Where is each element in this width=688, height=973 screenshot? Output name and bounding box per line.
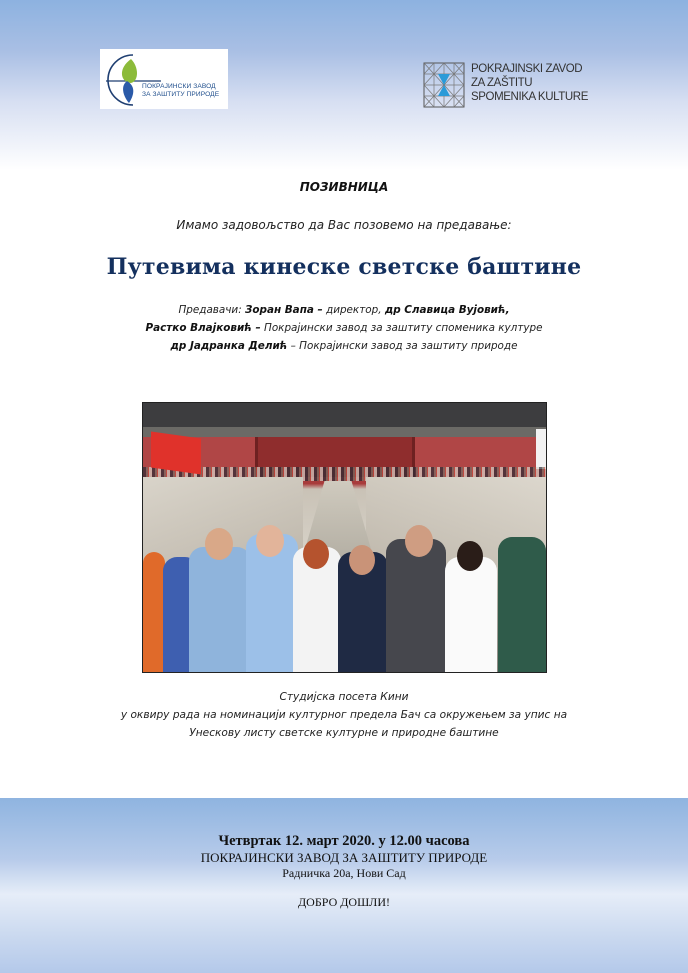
event-details (0, 833, 688, 910)
photo-head (405, 525, 433, 557)
photo-head (205, 528, 233, 560)
logo-left-line1: ПОКРАЈИНСКИ ЗАВОД (142, 83, 216, 90)
group-photo (142, 402, 547, 673)
nature-logo-icon (103, 51, 163, 109)
speaker-2-name: др Славица Вујовић, (384, 304, 510, 316)
caption-line-3: Унескову листу светске културне и природне баштине (189, 727, 499, 739)
photo-sky (536, 429, 546, 469)
photo-head (457, 541, 483, 571)
photo-head (256, 525, 284, 557)
logo-right-line1: POKRAJINSKI ZAVOD (471, 63, 583, 75)
speaker-1-role: директор, (322, 304, 385, 316)
photo-person (445, 557, 497, 672)
event-venue: ПОКРАЈИНСКИ ЗАВОД ЗА ЗАШТИТУ ПРИРОДЕ (200, 850, 488, 865)
photo-head (303, 539, 329, 569)
photo-person (386, 539, 446, 672)
photo-beam (143, 427, 546, 437)
speakers-prefix: Предавачи: (178, 304, 245, 316)
logo-right-line3: SPOMENIKA KULTURE (471, 91, 588, 103)
photo-roof (143, 403, 546, 427)
photo-red-flag (151, 431, 201, 474)
invitation-label: ПОЗИВНИЦА (299, 180, 389, 194)
caption-line-1: Студијска посета Кини (279, 691, 409, 703)
photo-person (189, 547, 251, 672)
speaker-4-role: – Покрајински завод за заштиту природе (287, 340, 518, 352)
lecture-title: Путевима кинеске светске баштине (106, 254, 582, 280)
photo-caption (0, 688, 688, 742)
logo-right-text (471, 62, 588, 104)
speaker-3-role: Покрајински завод за заштиту споменика културе (260, 322, 543, 334)
photo-person (498, 537, 546, 672)
logo-right-line2: ZA ZAŠTITU (471, 77, 533, 89)
speakers-line-3 (0, 337, 688, 355)
speaker-3-name: Растко Влајковић – (145, 322, 261, 334)
logo-left-text (142, 83, 219, 99)
speaker-4-name: др Јадранка Делић (170, 340, 288, 352)
photo-head (349, 545, 375, 575)
welcome-message: ДОБРО ДОШЛИ! (298, 895, 390, 909)
monument-grid-logo-icon (423, 62, 465, 108)
photo-person (143, 552, 165, 672)
speakers-block (0, 301, 688, 355)
event-address: Радничка 20а, Нови Сад (282, 866, 406, 880)
event-date: Четвртак 12. март 2020. у 12.00 часова (218, 833, 470, 849)
logo-monument-protection-institute (423, 62, 588, 108)
logo-left-line2: ЗА ЗАШТИТУ ПРИРОДЕ (142, 91, 220, 98)
invitation-intro: Имамо задовољство да Вас позовемо на предавање: (176, 218, 512, 232)
speakers-line-1 (0, 301, 688, 319)
caption-line-2: у оквиру рада на номинацији културног предела Бач са окружењем за упис на (120, 709, 568, 721)
speaker-1-name: Зоран Вапа – (245, 304, 323, 316)
logo-nature-protection-institute (100, 49, 228, 109)
speakers-line-2 (0, 319, 688, 337)
